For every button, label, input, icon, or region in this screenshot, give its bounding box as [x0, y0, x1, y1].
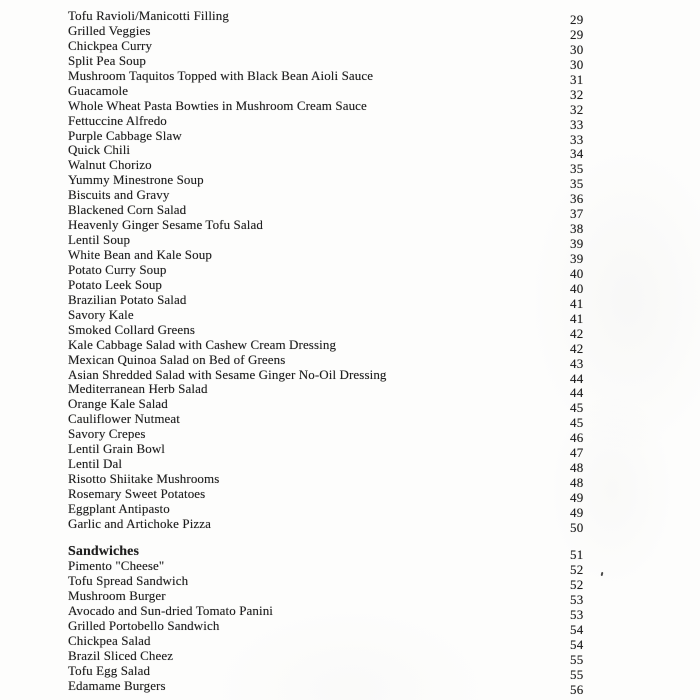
page-number: 50 — [570, 519, 584, 535]
section-heading: Sandwiches — [68, 544, 140, 560]
recipe-title: Mexican Quinoa Salad on Bed of Greens — [68, 351, 286, 367]
toc-row — [68, 261, 700, 281]
toc-row — [68, 456, 700, 476]
recipe-title: Brazilian Potato Salad — [68, 291, 187, 307]
recipe-title: Kale Cabbage Salad with Cashew Cream Dressing — [68, 336, 337, 352]
toc-row — [68, 247, 700, 266]
toc-row — [68, 127, 700, 147]
recipe-title: Garlic and Artichoke Pizza — [68, 515, 212, 531]
recipe-title: Orange Kale Salad — [68, 396, 168, 412]
section-heading-row — [68, 544, 700, 563]
toc-row — [68, 486, 700, 505]
recipe-title: Potato Leek Soup — [68, 276, 163, 292]
toc-row — [68, 52, 700, 72]
toc-row — [68, 677, 700, 697]
page-number: 39 — [570, 236, 584, 252]
page-number: 51 — [570, 547, 584, 563]
toc-row — [68, 187, 700, 207]
page-number: 32 — [570, 101, 584, 117]
page-number: 36 — [570, 191, 584, 207]
recipe-title: Smoked Collard Greens — [68, 321, 196, 337]
toc-list — [68, 8, 700, 697]
page-number: 55 — [570, 666, 584, 682]
toc-row — [68, 67, 700, 87]
page-number: 43 — [570, 355, 584, 371]
toc-row — [68, 441, 700, 461]
recipe-title: Tofu Ravioli/Manicotti Filling — [68, 8, 229, 23]
toc-row — [68, 618, 700, 637]
toc-row — [68, 603, 700, 623]
recipe-title: Grilled Portobello Sandwich — [68, 618, 220, 633]
recipe-title: Savory Kale — [68, 306, 134, 322]
page-number: 42 — [570, 340, 584, 356]
page-number: 54 — [570, 622, 584, 637]
recipe-title: Chickpea Curry — [68, 37, 153, 53]
toc-row — [68, 142, 700, 162]
recipe-title: Yummy Minestrone Soup — [68, 172, 204, 188]
toc-row — [68, 82, 700, 102]
page-number: 37 — [570, 206, 584, 222]
toc-row — [68, 232, 700, 252]
recipe-title: Lentil Dal — [68, 456, 123, 472]
recipe-title: Mediterranean Herb Salad — [68, 381, 208, 397]
toc-row — [68, 336, 700, 356]
page-number: 33 — [570, 116, 584, 132]
page-number: 29 — [570, 12, 584, 27]
recipe-title: Rosemary Sweet Potatoes — [68, 486, 206, 501]
toc-row — [68, 8, 700, 27]
page-number: 35 — [570, 176, 584, 192]
recipe-title: Guacamole — [68, 82, 129, 98]
toc-row — [68, 396, 700, 416]
toc-row — [68, 321, 700, 341]
recipe-title: Cauliflower Nutmeat — [68, 411, 181, 427]
toc-row — [68, 172, 700, 192]
toc-row — [68, 202, 700, 222]
recipe-title: Whole Wheat Pasta Bowties in Mushroom Cream Sauce — [68, 97, 367, 113]
recipe-title: Biscuits and Gravy — [68, 187, 170, 203]
toc-row — [68, 97, 700, 117]
recipe-title: Risotto Shiitake Mushrooms — [68, 471, 220, 487]
toc-row — [68, 411, 700, 431]
page-number: 55 — [570, 651, 584, 667]
page-number: 48 — [570, 460, 584, 476]
page-number: 42 — [570, 325, 584, 341]
page-number: 29 — [570, 26, 584, 42]
toc-row — [68, 588, 700, 608]
page-number: 34 — [570, 146, 584, 162]
page-number: 44 — [570, 370, 584, 386]
recipe-title: Tofu Egg Salad — [68, 662, 151, 678]
page-number: 46 — [570, 430, 584, 446]
recipe-title: Fettuccine Alfredo — [68, 112, 167, 128]
page-number: 41 — [570, 310, 584, 326]
toc-row — [68, 366, 700, 386]
page-number: 40 — [570, 280, 584, 296]
page-number: 30 — [570, 41, 584, 57]
page-number: 31 — [570, 71, 584, 87]
toc-row — [68, 647, 700, 667]
toc-row — [68, 291, 700, 311]
recipe-title: Blackened Corn Salad — [68, 202, 187, 218]
page-number: 47 — [570, 445, 584, 461]
page-number: 52 — [570, 562, 584, 578]
recipe-title: White Bean and Kale Soup — [68, 247, 212, 262]
page-number: 32 — [570, 86, 584, 102]
page-number: 38 — [570, 221, 584, 237]
toc-row — [68, 558, 700, 578]
toc-row — [68, 662, 700, 682]
page-number: 40 — [570, 265, 584, 281]
recipe-title: Pimento "Cheese" — [68, 558, 165, 574]
recipe-title: Edamame Burgers — [68, 677, 166, 693]
page-number: 33 — [570, 131, 584, 147]
page-number: 53 — [570, 607, 584, 623]
recipe-title: Savory Crepes — [68, 426, 146, 442]
page-number: 48 — [570, 475, 584, 491]
recipe-title: Tofu Spread Sandwich — [68, 573, 189, 589]
page-number: 49 — [570, 490, 584, 505]
recipe-title: Mushroom Taquitos Topped with Black Bean Aioli Sauce — [68, 67, 374, 83]
toc-row — [68, 37, 700, 57]
recipe-title: Quick Chili — [68, 142, 131, 158]
recipe-title: Chickpea Salad — [68, 632, 151, 648]
page-number: 39 — [570, 251, 584, 266]
recipe-title: Heavenly Ginger Sesame Tofu Salad — [68, 217, 263, 233]
recipe-title: Mushroom Burger — [68, 588, 166, 604]
toc-row — [68, 157, 700, 177]
recipe-title: Eggplant Antipasto — [68, 500, 170, 516]
toc-row — [68, 471, 700, 491]
page-number: 45 — [570, 400, 584, 416]
toc-row — [68, 381, 700, 401]
page-number: 53 — [570, 592, 584, 608]
toc-row — [68, 426, 700, 446]
toc-row — [68, 112, 700, 132]
page-number: 44 — [570, 385, 584, 401]
toc-row — [68, 306, 700, 326]
toc-row — [68, 276, 700, 296]
recipe-title: Asian Shredded Salad with Sesame Ginger No-Oil Dressing — [68, 366, 387, 382]
page-number: 54 — [570, 636, 584, 652]
recipe-title: Lentil Soup — [68, 232, 131, 248]
recipe-title: Purple Cabbage Slaw — [68, 127, 182, 143]
recipe-title: Potato Curry Soup — [68, 261, 167, 277]
toc-row — [68, 515, 700, 535]
page-number: 35 — [570, 161, 584, 177]
page-number: 41 — [570, 295, 584, 311]
page-number: 45 — [570, 415, 584, 431]
page-number: 49 — [570, 504, 584, 520]
recipe-title: Lentil Grain Bowl — [68, 441, 166, 457]
recipe-title: Avocado and Sun-dried Tomato Panini — [68, 603, 274, 619]
toc-row — [68, 500, 700, 520]
page-number: 52 — [570, 577, 584, 593]
recipe-title: Brazil Sliced Cheez — [68, 647, 174, 663]
toc-row — [68, 217, 700, 237]
recipe-title: Grilled Veggies — [68, 22, 151, 38]
section-gap — [68, 532, 700, 545]
page-number: 30 — [570, 56, 584, 72]
toc-row — [68, 22, 700, 42]
toc-row — [68, 632, 700, 652]
recipe-title: Walnut Chorizo — [68, 157, 152, 173]
page-number: 56 — [570, 681, 584, 697]
toc-row — [68, 573, 700, 593]
toc-row — [68, 351, 700, 371]
recipe-title: Split Pea Soup — [68, 52, 146, 68]
